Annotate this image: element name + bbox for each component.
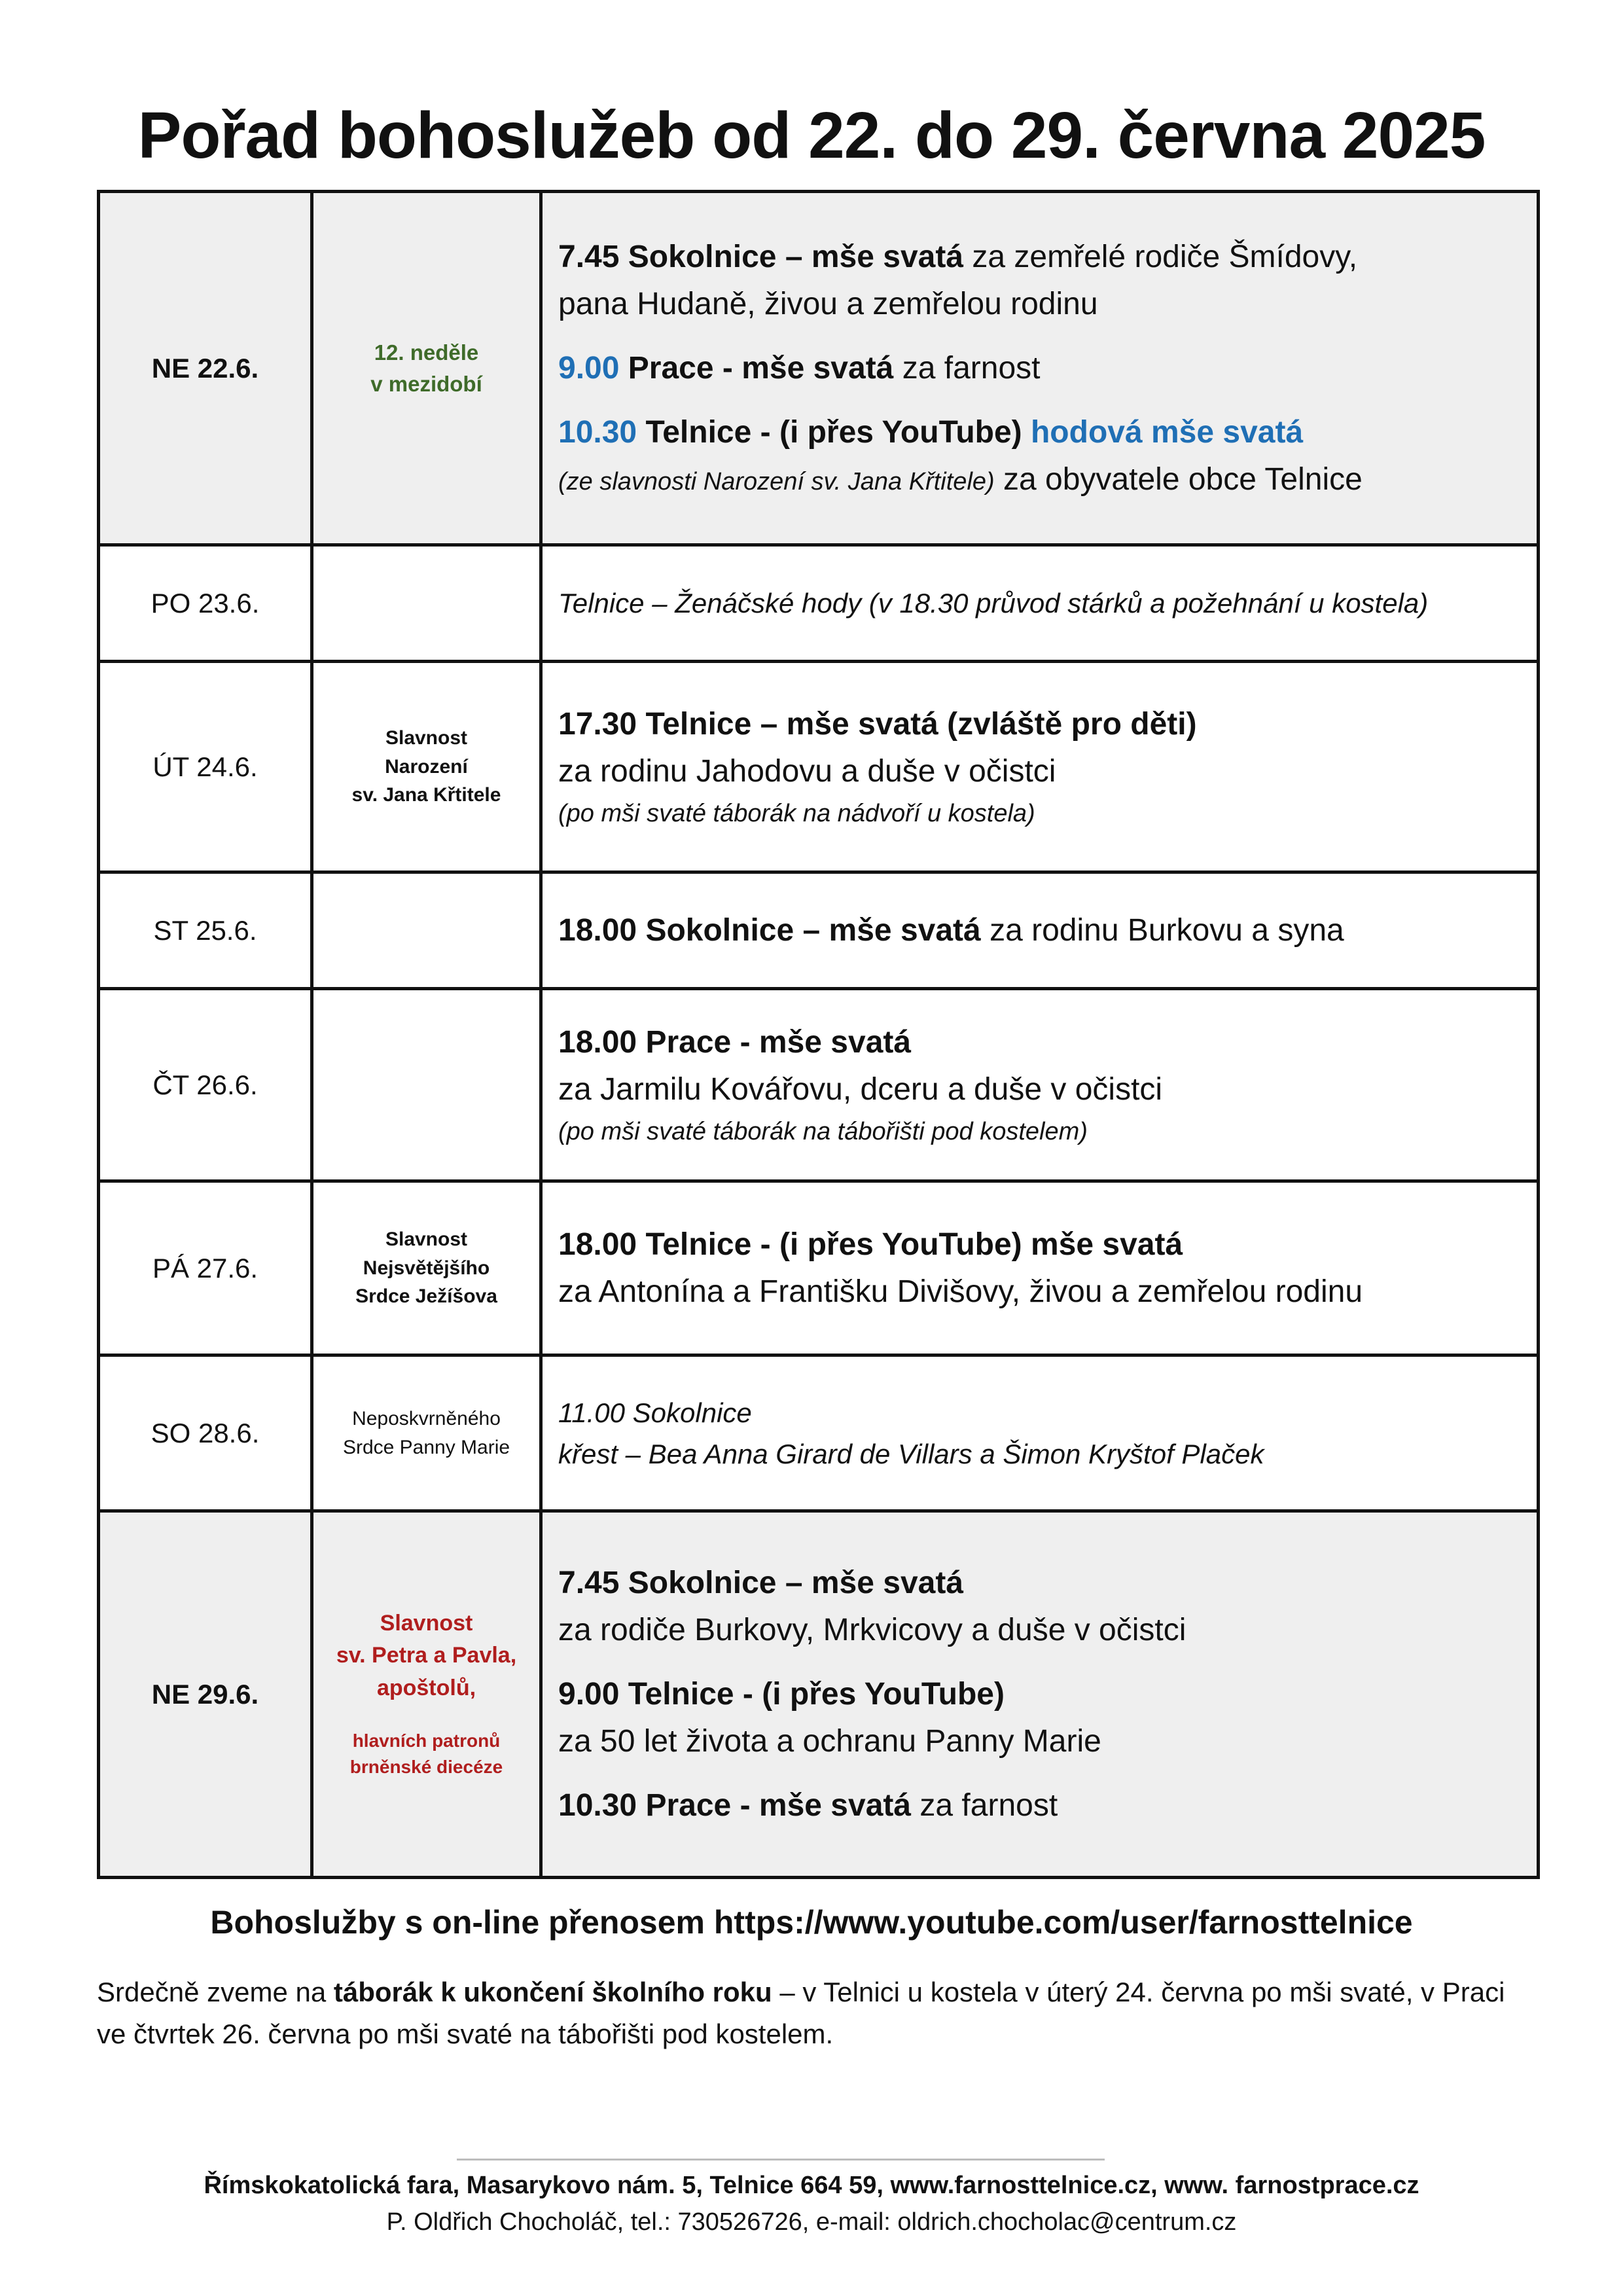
service-title: 9.00 Telnice - (i přes YouTube) [558, 1676, 1005, 1712]
feast-line: Nejsvětějšího [363, 1257, 490, 1279]
table-row [99, 989, 1539, 1181]
footer-divider [457, 2159, 1105, 2161]
feast-line: Narození [385, 755, 468, 778]
feast-cell [312, 1355, 541, 1511]
table-row [99, 1511, 1539, 1878]
day-cell: ČT 26.6. [99, 989, 312, 1181]
service-intention: za Jarmilu Kovářovu, dceru a duše v očistci [558, 1072, 1163, 1107]
day-cell: PÁ 27.6. [99, 1181, 312, 1355]
table-row [99, 1181, 1539, 1355]
feast-cell [312, 192, 541, 545]
service-intention: za rodiče Burkovy, Mrkvicovy a duše v očistci [558, 1612, 1186, 1647]
footer-address: Římskokatolická fara, Masarykovo nám. 5, Telnice 664 59, www.farnosttelnice.cz, www. farnostprace.cz [204, 2172, 1419, 2199]
feast-line: v mezidobí [370, 371, 482, 396]
schedule-table [97, 190, 1540, 1879]
feast-cell [312, 1181, 541, 1355]
service-title: 7.45 Sokolnice – mše svatá [558, 239, 964, 274]
invite-text: – v Telnici u kostela v úterý 24. června po mši svaté, v Praci ve čtvrtek 26. června po mši svaté na tábořišti pod kostelem. [97, 1977, 1505, 2049]
service-cell [541, 545, 1539, 662]
service-title: Telnice - (i přes YouTube) [637, 414, 1022, 450]
feast-line: Srdce Ježíšova [355, 1285, 497, 1308]
service-cell [541, 1181, 1539, 1355]
service-title: Prace - mše svatá [619, 350, 894, 386]
service-title: 10.30 Prace - mše svatá [558, 1787, 912, 1823]
service-note: (ze slavnosti Narození sv. Jana Křtitele) [558, 467, 995, 495]
service-cell [541, 192, 1539, 545]
service-note: (po mši svaté táborák na tábořišti pod kostelem) [558, 1118, 1088, 1145]
service-cell [541, 989, 1539, 1181]
service-note: (po mši svaté táborák na nádvoří u kostela) [558, 800, 1035, 827]
feast-cell [312, 1511, 541, 1878]
service-cell [541, 872, 1539, 989]
service-title: 11.00 Sokolnice [558, 1397, 752, 1428]
feast-line: Slavnost [385, 1229, 468, 1251]
feast-subline: hlavních patronů [352, 1730, 501, 1751]
day-cell: ST 25.6. [99, 872, 312, 989]
service-title: 18.00 Sokolnice – mše svatá [558, 912, 981, 948]
service-intention: za 50 let života a ochranu Panny Marie [558, 1723, 1101, 1759]
service-title: 18.00 Telnice - (i přes YouTube) mše svatá [558, 1227, 1183, 1262]
day-cell: SO 28.6. [99, 1355, 312, 1511]
service-intention: za farnost [911, 1787, 1058, 1823]
day-cell: NE 22.6. [99, 192, 312, 545]
table-row [99, 872, 1539, 989]
service-intention: pana Hudaně, živou a zemřelou rodinu [558, 286, 1098, 321]
feast-cell [312, 545, 541, 662]
service-intention: za obyvatele obce Telnice [994, 461, 1363, 497]
footer-contact: P. Oldřich Chocholáč, tel.: 730526726, e-mail: oldrich.chocholac@centrum.cz [386, 2208, 1237, 2236]
table-row [99, 662, 1539, 872]
service-intention: za rodinu Jahodovu a duše v očistci [558, 754, 1056, 789]
page-title: Pořad bohoslužeb od 22. do 29. června 2025 [137, 99, 1486, 172]
online-stream-note: Bohoslužby s on-line přenosem https://www.youtube.com/user/farnosttelnice [210, 1904, 1413, 1941]
service-title: 18.00 Prace - mše svatá [558, 1025, 912, 1060]
feast-line: Slavnost [385, 727, 468, 749]
feast-subline: brněnské diecéze [349, 1757, 503, 1778]
service-intention: křest – Bea Anna Girard de Villars a Šimon Kryštof Plaček [558, 1438, 1264, 1469]
service-time: 10.30 [558, 414, 637, 450]
feast-cell [312, 989, 541, 1181]
feast-line: Slavnost [380, 1610, 473, 1636]
service-intention: za Antonína a Františku Divišovy, živou a zemřelou rodinu [558, 1274, 1363, 1309]
service-note: Telnice – Ženáčské hody (v 18.30 průvod stárků a požehnání u kostela) [558, 588, 1429, 619]
feast-line: 12. neděle [374, 340, 479, 365]
service-cell [541, 662, 1539, 872]
invite-highlight: táborák k ukončení školního roku [333, 1977, 772, 2007]
service-intention: za zemřelé rodiče Šmídovy, [963, 239, 1358, 274]
feast-line: sv. Petra a Pavla, [336, 1643, 517, 1668]
table-row [99, 192, 1539, 545]
service-cell [541, 1355, 1539, 1511]
day-cell: PO 23.6. [99, 545, 312, 662]
feast-line: apoštolů, [376, 1675, 476, 1700]
service-title-highlight: hodová mše svatá [1022, 414, 1304, 450]
service-title: 7.45 Sokolnice – mše svatá [558, 1565, 964, 1600]
table-row [99, 1355, 1539, 1511]
invite-text: Srdečně zveme na [97, 1977, 334, 2007]
service-intention: za rodinu Burkovu a syna [980, 912, 1344, 948]
feast-cell [312, 872, 541, 989]
table-row [99, 545, 1539, 662]
service-intention: za farnost [893, 350, 1041, 386]
feast-line: sv. Jana Křtitele [351, 784, 501, 806]
invitation-paragraph [97, 1971, 1537, 2055]
service-time: 9.00 [558, 350, 620, 386]
day-cell: NE 29.6. [99, 1511, 312, 1878]
day-cell: ÚT 24.6. [99, 662, 312, 872]
feast-cell [312, 662, 541, 872]
feast-line: Srdce Panny Marie [342, 1436, 510, 1458]
feast-line: Neposkvrněného [352, 1408, 501, 1429]
service-cell [541, 1511, 1539, 1878]
service-title: 17.30 Telnice – mše svatá (zvláště pro děti) [558, 707, 1197, 742]
